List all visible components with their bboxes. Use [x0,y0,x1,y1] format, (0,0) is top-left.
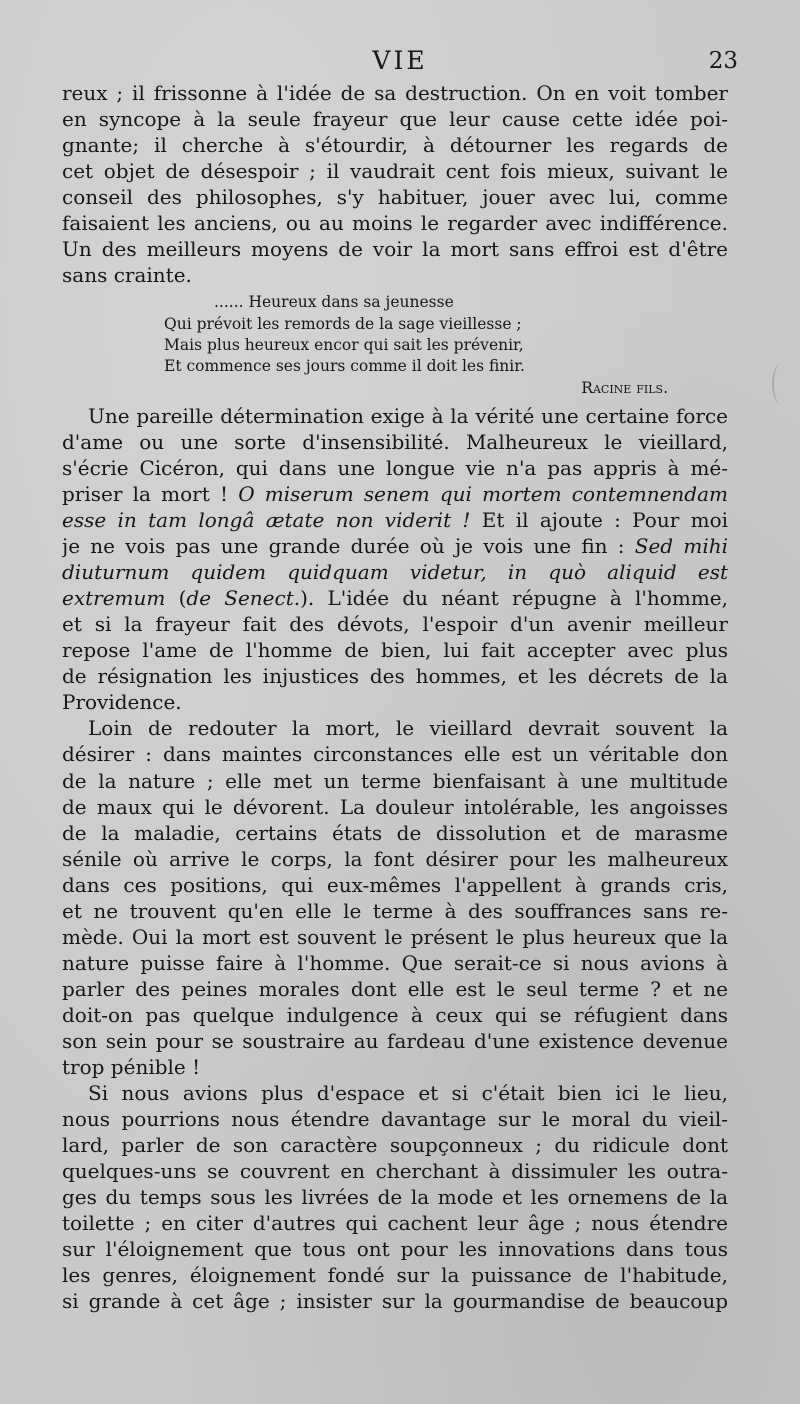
text-line [62,481,728,507]
text-line: mède. Oui la mort est souvent le présent le plus heureux que la [62,924,728,949]
text-line: Un des meilleurs moyens de voir la mort sans effroi est d'être [62,237,728,262]
text-line: nature puisse faire à l'homme. Que serait-ce si nous avions à [62,950,728,975]
verse-line: Mais plus heureux encor qui sait les prévenir, [164,335,524,354]
running-head [62,46,738,78]
text-line: toilette ; en citer d'autres qui cachent leur âge ; nous étendre [62,1211,728,1236]
text-run: ). L'idée du néant répugne à l'homme, [300,586,728,611]
verse-line: ...... Heureux dans sa jeunesse [214,293,454,312]
text-line: désirer : dans maintes circonstances elle est un véritable don [62,742,728,767]
text-line: d'ame ou une sorte d'insensibilité. Malheureux le vieillard, [62,429,728,454]
text-line: Providence. [62,690,182,715]
text-line: si grande à cet âge ; insister sur la gourmandise de beaucoup [62,1289,728,1314]
text-line: trop pénible ! [62,1055,201,1080]
text-run: ( [165,586,187,611]
text-line: sur l'éloignement que tous ont pour les innovations dans tous [62,1237,728,1262]
text-line: de résignation les injustices des hommes, et les décrets de la [62,664,728,689]
text-run: priser la mort ! [62,482,239,506]
text-line: dans ces positions, qui eux-mêmes l'appellent à grands cris, [62,872,728,897]
text-line: doit-on pas quelque indulgence à ceux qui se réfugient dans [62,1002,728,1027]
text-line [62,559,728,585]
latin-quote: extremum [62,586,166,611]
text-line: ges du temps sous les livrées de la mode et les ornemens de la [62,1185,728,1210]
verse-line: Et commence ses jours comme il doit les finir. [164,357,525,376]
body-text [62,80,728,1315]
text-line: Une pareille détermination exige à la vérité une certaine force [88,403,728,428]
text-line: et ne trouvent qu'en elle le terme à des souffrances sans re- [62,898,728,923]
text-line: quelques-uns se couvrent en cherchant à dissimuler les outra- [62,1159,728,1184]
text-line: les genres, éloignement fondé sur la puissance de l'habitude, [62,1263,728,1288]
text-run: je ne vois pas une grande durée où je vois une fin : [62,534,635,559]
latin-quote: O miserum senem qui mortem contemnendam [238,482,728,506]
text-line: Si nous avions plus d'espace et si c'était bien ici le lieu, [88,1081,728,1106]
text-line: son sein pour se soustraire au fardeau d'une existence devenue [62,1028,728,1053]
text-line: en syncope à la seule frayeur que leur cause cette idée poi- [62,107,728,132]
text-line: faisaient les anciens, ou au moins le regarder avec indifférence. [62,211,728,236]
text-line: de la nature ; elle met un terme bienfaisant à une multitude [62,768,728,793]
text-line: s'écrie Cicéron, qui dans une longue vie n'a pas appris à mé- [62,455,728,480]
text-line [62,507,728,533]
page-number: 23 [708,48,738,74]
margin-smudge [772,364,790,404]
latin-quote: esse in tam longâ ætate non viderit ! [62,508,471,533]
text-line: de maux qui le dévorent. La douleur intolérable, les angoisses [62,794,728,819]
text-line: Loin de redouter la mort, le vieillard devrait souvent la [88,716,728,741]
text-line: sans crainte. [62,263,192,288]
quote-attribution: Racine fils. [581,378,668,397]
text-line: cet objet de désespoir ; il vaudrait cent fois mieux, suivant le [62,159,728,184]
text-line: parler des peines morales dont elle est le seul terme ? et ne [62,976,728,1001]
text-line: gnante; il cherche à s'étourdir, à détourner les regards de [62,133,728,158]
text-line: de la maladie, certains états de dissolution et de marasme [62,820,728,845]
text-run: Et il ajoute : Pour moi [470,508,728,533]
text-line: reux ; il frissonne à l'idée de sa destruction. On en voit tomber [62,81,728,105]
verse-quotation [62,292,728,398]
text-line: repose l'ame de l'homme de bien, lui fait accepter avec plus [62,638,728,663]
latin-quote: Sed mihi [634,534,728,559]
latin-quote: diuturnum quidem quidquam videtur, in quò aliquid est [62,560,728,585]
verse-line: Qui prévoit les remords de la sage vieillesse ; [164,314,522,333]
text-line [62,585,728,611]
running-title: VIE [372,46,428,75]
citation: de Senect. [186,586,301,611]
text-line: conseil des philosophes, s'y habituer, jouer avec lui, comme [62,185,728,210]
text-line [62,533,728,559]
text-line: et si la frayeur fait des dévots, l'espoir d'un avenir meilleur [62,612,728,637]
text-line: lard, parler de son caractère soupçonneux ; du ridicule dont [62,1133,728,1158]
text-line: sénile où arrive le corps, la font désirer pour les malheureux [62,846,728,871]
text-line: nous pourrions nous étendre davantage sur le moral du vieil- [62,1107,728,1132]
